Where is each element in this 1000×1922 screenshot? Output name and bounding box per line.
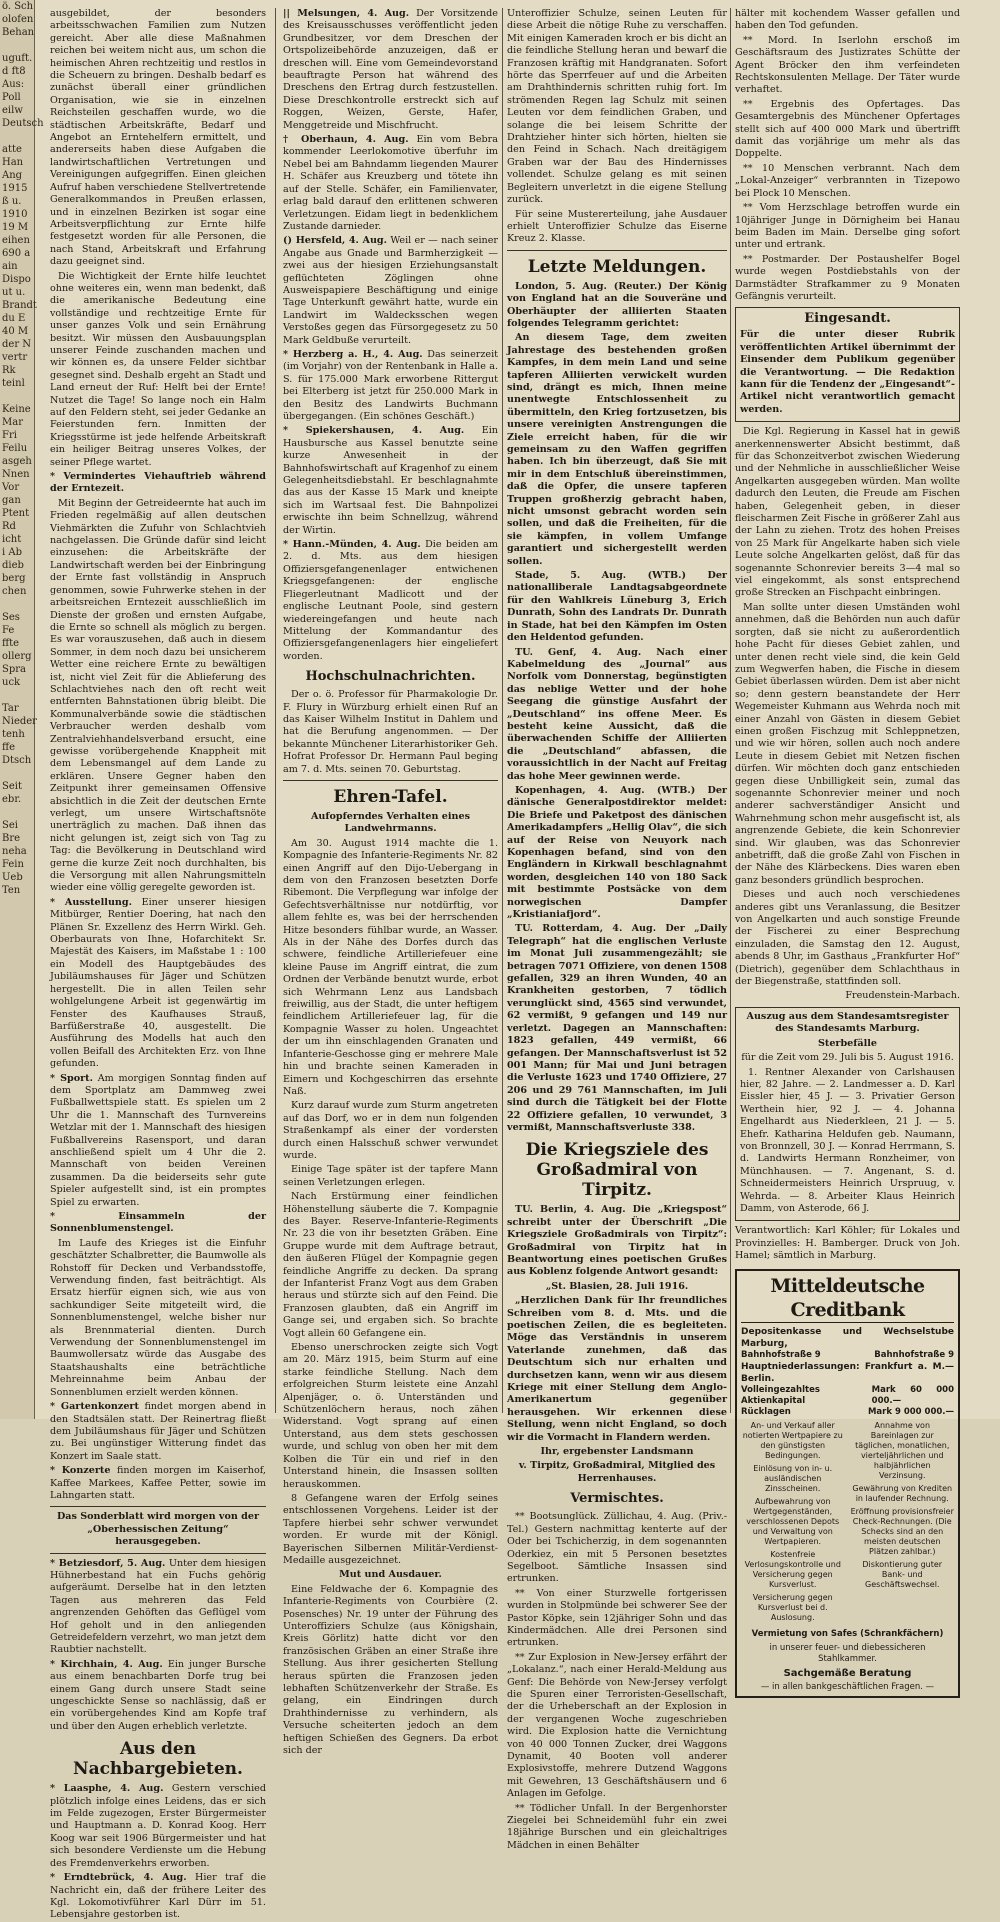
- strip-fragment: Spra: [2, 664, 26, 675]
- strip-fragment: teinl: [2, 378, 25, 389]
- bank-advertisement: [735, 1269, 960, 1698]
- strip-fragment: ffe: [2, 742, 16, 753]
- strip-fragment: Seit: [2, 781, 22, 792]
- eingesandt-box: [735, 307, 960, 422]
- strip-fragment: ollerg: [2, 651, 32, 662]
- column-1: [50, 8, 267, 1921]
- strip-fragment: Behan: [2, 27, 35, 38]
- strip-fragment: Han: [2, 157, 24, 168]
- article-text: Kopenhagen, 4. Aug. (WTB.) Der dänische Generalpostdirektor meldet: Die Briefe und Paketpost des dänischen Amerikadampfers „Hellig Olav“, die sich auf der Reise von Neuyork nach Kopenhagen befand, sind von den Engländern in Kirkwall beschlagnahmt worden, desgleichen 140 von 180 Sack mit bestimmte Postsäcke von dem norwegischen Dampfer „Kristianiafjord“.: [507, 784, 727, 921]
- strip-fragment: icht: [2, 534, 22, 545]
- section-heading: Aus den Nachbargebieten.: [73, 1739, 243, 1780]
- strip-fragment: uguft.: [2, 53, 33, 64]
- article-text: Ein vom Bebra kommender Leerlokomotive überfuhr im Nebel bei am Bahndamm liegenden Maurer H. Schäfer aus Kreuzberg und tötete ihn auf der Stelle. Schäfer, ein Familienvater, erlag bald darauf den erlittenen schweren Verletzungen. Eidam liegt in bedenklichem Zustande darnieder.: [283, 134, 498, 232]
- article-text: Für seine Mustererteilung, jahe Ausdauer erhielt Unteroffizier Schulze das Eiserne Kreuz 2. Klasse.: [507, 208, 727, 245]
- article-text: Im Laufe des Krieges ist die Einfuhr geschätzter Schalbretter, die Baumwolle als Rohstoff für Decken und Verbandsstoffe, Verwendung finden, fast beiträchtigt. Als Ersatz hierfür eignen sich, wie aus von sachkundiger Seite mitgeteilt wird, die Sonnenblumenstengel, welche bisher nur als Brennmaterial dienten. Durch Verwendung der Sonnenblumenstengel im Baumwollersatz würde das Ausgabe des Staatshaushalts eine beträchtliche Mehreinnahme beim Anbau der Sonnenblumen erzielt werden können.: [50, 1237, 266, 1398]
- article-text: Hier traf die Nachricht ein, daß der frühere Leiter des Kgl. Lokomotivführer Karl Dürr im 51. Lebensjahre gestorben ist.: [50, 1872, 267, 1921]
- article-heading: * Herzberg a. H., 4. Aug.: [283, 348, 423, 360]
- strip-fragment: i Ab: [2, 547, 22, 558]
- strip-fragment: Nieder: [2, 716, 37, 727]
- strip-fragment: Ang: [2, 170, 23, 181]
- article-text: Am morgigen Sonntag finden auf dem Sportplatz am Dammweg zwei Fußballwettspiele statt. Es spielen um 2 Uhr die 1. Mannschaft des Turnvereins Wetzlar mit der 1. Mannschaft des hiesigen Fußballvereins Rasensport, und daran anschließend spielt um 4 Uhr die 2. Mannschaft von beiden Vereinen zusammen. Da die beiderseits sehr gute Spieler aufgestellt sind, ist ein promptes Spiel zu erwarten.: [50, 1072, 266, 1208]
- strip-fragment: dieb: [2, 560, 24, 571]
- strip-fragment: Ten: [2, 885, 21, 896]
- strip-fragment: 40 M: [2, 326, 29, 337]
- article-text: Einer unserer hiesigen Mitbürger, Rentier Doering, hat nach den Plänen Sr. Exzellenz des Herrn Wirkl. Geh. Oberbaurats von Ihne, Hofarchitekt Sr. Majestät des Kaisers, im Maßstabe 1 : 100 ein Modell des Hauptgebäudes des Jubiläumshauses für Jäger und Schützen hergestellt. Die in allen Teilen sehr wohlgelungene Arbeit ist gegenwärtig im Fenster des Kaufhauses Strauß, Barfüßerstraße 40, ausgestellt. Die Ausführung des Modells hat auch den vollen Beifall des Architekten Erz. von Ihne gefunden.: [50, 896, 266, 1070]
- article-text: ** Tödlicher Unfall. In der Bergenhorster Ziegelei bei Schneidemühl fuhr ein zwei 18jährige Burschen und ein gleichaltriges Mädchen in einen Behälter: [507, 1802, 727, 1851]
- disclaimer: Für die unter dieser Rubrik veröffentlichten Artikel übernimmt der Einsender dem Publikum gegenüber die Verantwortung. — Die Redaktion kann für die Tendenz der „Eingesandt“-Artikel nicht verantwortlich gemacht werden.: [740, 329, 955, 415]
- strip-fragment: vertr: [2, 352, 28, 363]
- strip-fragment: Vor: [2, 482, 20, 493]
- strip-fragment: 1910: [2, 209, 28, 220]
- letter-dateline: „St. Blasien, 28. Juli 1916.: [545, 1280, 689, 1292]
- article-heading: () Hersfeld, 4. Aug.: [283, 235, 387, 247]
- section-heading: Vermischtes.: [570, 1491, 664, 1507]
- strip-fragment: Feilu: [2, 443, 28, 454]
- strip-fragment: der N: [2, 339, 32, 350]
- notice: Das Sonderblatt wird morgen von der „Oberhessischen Zeitung“ herausgegeben.: [56, 1511, 260, 1548]
- article-heading: * Einsammeln der Sonnenblumenstengel.: [50, 1211, 266, 1235]
- article-heading: * Hann.-Münden, 4. Aug.: [283, 539, 421, 551]
- letter-signature: v. Tirpitz, Großadmiral, Mitglied des Herrenhauses.: [518, 1460, 716, 1484]
- article-text: Am 30. August 1914 machte die 1. Kompagnie des Infanterie-Regiments Nr. 82 einen Angriff auf den Dijo-Uebergang in dem von den Franzosen besetzten Dorfe Ribemont. Die Verpflegung war infolge der Gefechtsverhältnisse nur notdürftig, vor allem fehlte es, was bei der herrschenden Hitze besonders fühlbar wurde, an Wasser. Als in der Nähe des Dorfes durch das schwere, feindliche Artilleriefeuer eine kleine Pause im Angriff eintrat, die zum Ordnen der Verbände benutzt wurde, erbot sich Wehrmann Lenz aus Landsbach freiwillig, aus der Stadt, die unter heftigem feindlichem Artilleriefeuer lag, für die Kompagnie Wasser zu holen. Ungeachtet der um ihn einschlagenden Granaten und Infanterie-Geschosse ging er mehrere Male hin und brachte seinen Kameraden in Eimern und Kochgeschirren das ersehnte Naß.: [283, 837, 498, 1097]
- article-heading: * Konzerte: [50, 1465, 111, 1477]
- strip-fragment: Ses: [2, 612, 20, 623]
- bank-title: Mitteldeutsche Creditbank: [741, 1274, 954, 1323]
- article-text: London, 5. Aug. (Reuter.) Der König von England hat an die Souveräne und Oberhäupter der alliierten Staaten folgendes Telegramm gerichtet:: [507, 280, 727, 329]
- strip-fragment: Deutsch: [2, 118, 44, 129]
- article-text: 8 Gefangene waren der Erfolg seines entschlossenen Vorgehens. Leider ist der Tapfere hierbei sehr schwer verwundet worden. Er wurde mit der Königl. Bayerischen Silbernen Militär-Verdienst-Medaille ausgezeichnet.: [283, 1492, 498, 1566]
- death-list: 1. Rentner Alexander von Carlshausen hier, 82 Jahre. — 2. Landmesser a. D. Karl Eissler hier, 45 J. — 3. Privatier Gerson Werthein hier, 92 J. — 4. Johanna Engelhardt aus Niederkleen, 21 J. — 5. Ehefr. Katharina Heldufen geb. Naumann, von Bronnzell, 30 J. — Konrad Herrmann, S. d. Landwirts Hermann Ronzheimer, von Münchhausen. — 7. Angenant, S. d. Schneidermeisters Heinrich Urspruug, v. Wehrda. — 8. Arbeiter Klaus Heinrich Damm, von Asterode, 66 J.: [740, 1066, 955, 1214]
- article-text: ** Mord. In Iserlohn erschoß im Geschäftsraum des Justizrates Schütte der Agent Bröcker den ihm verfeindeten Rechtskonsulenten Mellage. Der Täter wurde verhaftet.: [735, 34, 960, 96]
- article-text: Ebenso unerschrocken zeigte sich Vogt am 20. März 1915, beim Sturm auf eine starke feindliche Stellung. Nach dem erfolgreichen Sturm leistete eine Anzahl Alpenjäger, o. ö. Unterständen und Schützenlöchern heraus, noch zähen Widerstand. Vogt sprang auf einen Unterstand, aus dem stets geschossen wurde, und schlug von oben her mit dem Kolben die Tür ein und rief in den Unterstand hinein, die Insassen sollten herauskommen.: [283, 1342, 498, 1490]
- article-signature: Freudenstein-Marbach.: [845, 990, 960, 1002]
- article-text: finden morgen im Kaiserhof, Kaffee Markees, Kaffee Petter, sowie im Lahngarten statt.: [50, 1465, 266, 1501]
- strip-fragment: neha: [2, 846, 27, 857]
- strip-fragment: Ueb: [2, 872, 23, 883]
- strip-fragment: [0, 689, 34, 702]
- section-heading: Eingesandt.: [804, 311, 891, 327]
- rule: [50, 1553, 266, 1554]
- strip-fragment: 690 a: [2, 248, 31, 259]
- strip-fragment: atte: [2, 144, 22, 155]
- strip-fragment: [0, 390, 34, 403]
- article-text: Der o. ö. Professor für Pharmakologie Dr. F. Flury in Würzburg erhielt einen Ruf an das Kaiser Wilhelm Institut in Dahlem und hat die Berufung angenommen. — Der bekannte Münchener Literarhistoriker Geh. Hofrat Professor Dr. Hermann Paul beging am 7. d. Mts. seinen 70. Geburtstag.: [283, 689, 498, 775]
- section-heading: Hochschulnachrichten.: [305, 669, 476, 685]
- date-range: für die Zeit vom 29. Juli bis 5. August 1916.: [741, 1052, 954, 1064]
- strip-fragment: chen: [2, 586, 27, 597]
- article-text: ** Vom Herzschlage betroffen wurde ein 10jähriger Junge in Dörnigheim bei Hanau beim Baden im Main. Derselbe ging sofort unter und ertrank.: [735, 202, 960, 251]
- bank-advice-detail: — in allen bankgeschäftlichen Fragen. —: [760, 1681, 935, 1692]
- strip-fragment: tenh: [2, 729, 25, 740]
- bank-address: Bahnhofstraße 9: [874, 1349, 954, 1360]
- strip-fragment: asgeh: [2, 456, 32, 467]
- article-heading: Mut und Ausdauer.: [339, 1569, 442, 1581]
- article-text: TU. Rotterdam, 4. Aug. Der „Daily Telegraph“ hat die englischen Verluste im Monat Juli zusammengezählt; sie betragen 7071 Offiziere, von denen 1508 gefallen, 329 an ihren Wunden, 40 an Krankheiten gestorben, 7 tödlich verunglückt sind, 4565 sind verwundet, 62 vermißt, 9 gefangen und 149 nur verletzt. Dagegen an Mannschaften: 1823 gefallen, 449 vermißt, 66 gefangen. Der Mannschaftsverlust ist 52 001 Mann; für Mai und Juni betragen die Verluste 1623 und 1740 Offiziere, 27 206 und 29 761 Mannschaften, im Juli sind durch die Tätigkeit bei der Flotte 22 Offiziere gefallen, 10 verwundet, 3 vermißt, Mannschaftsverluste 338.: [507, 923, 727, 1133]
- article-text: Kurz darauf wurde zum Sturm angetreten auf das Dorf, wo er in dem nun folgenden Straßenkampf als einer der vordersten durch einen Halsschuß schwer verwundet wurde.: [283, 1100, 498, 1161]
- strip-fragment: 19 M: [2, 222, 29, 233]
- strip-fragment: Rd: [2, 521, 16, 532]
- strip-fragment: [0, 806, 34, 819]
- bank-safes-detail: in unserer feuer- und diebessicheren Stahlkammer.: [769, 1642, 926, 1664]
- article-heading: * Vermindertes Viehauftrieb während der Erntezeit.: [50, 471, 266, 495]
- article-heading: * Ausstellung.: [50, 896, 132, 908]
- rule: [507, 250, 727, 251]
- bank-advice: Sachgemäße Beratung: [783, 1667, 912, 1679]
- strip-fragment: Keine: [2, 404, 31, 415]
- strip-fragment: Ptent: [2, 508, 30, 519]
- article-text: Ein Hausbursche aus Kassel benutzte seine kurze Anwesenheit in der Bahnhofswirtschaft auf Kragenhof zu einem Gelegenheitsdiebstahl. Er beschlagnahmte das aus der Kasse 15 Mark und kneipte sich im Wartsaal fest. Die Bahnpolizei erwischte ihn beim Schnellzug, während der Wirtin.: [283, 425, 498, 536]
- bank-service-item: An- und Verkauf aller notierten Wertpapiere zu den günstigsten Bedingungen.: [742, 1420, 843, 1460]
- article-text: TU. Berlin, 4. Aug. Die „Kriegspost“ schreibt unter der Überschrift „Die Kriegsziele Großadmirals von Tirpitz“: Großadmiral von Tirpitz hat in Beantwortung eines poetischen Grußes aus Koblenz folgende Antwort gesandt:: [507, 1204, 727, 1278]
- article-text: Der Vorsitzende des Kreisausschusses veröffentlicht jeden Grundbesitzer, vor dem Dreschen der Ortspolizeibehörde anzuzeigen, daß er dreschen will. Eine vom Gemeindevorstand beauftragte Person hat während des Dreschens den Ertrag durch festzustellen. Diese Dreschkontrolle erstreckt sich auf Roggen, Weizen, Gerste, Hafer, Menggetreide und Mischfrucht.: [283, 8, 498, 131]
- bank-service-item: Kostenfreie Verlosungskontrolle und Versicherung gegen Kursverlust.: [744, 1549, 841, 1589]
- bank-branch: Depositenkasse und Wechselstube Marburg,: [741, 1326, 954, 1349]
- bank-service-item: Annahme von Bareinlagen zur täglichen, monatlichen, vierteljährlichen und halbjährlichen Verzinsung.: [855, 1420, 950, 1480]
- article-text: ** Von einer Sturzwelle fortgerissen wurden in Stolpmünde bei schwerer See der Pastor Köpke, sein 12jähriger Sohn und das Kindermädchen. Alle drei Personen sind ertrunken.: [507, 1587, 727, 1649]
- strip-fragment: eilw: [2, 105, 23, 116]
- article-heading: * Spiekershausen, 4. Aug.: [283, 425, 465, 437]
- column-3: [507, 8, 727, 1851]
- bank-service-item: Versicherung gegen Kursverlust bei d. Auslosung.: [752, 1592, 833, 1622]
- strip-fragment: Fein: [2, 859, 24, 870]
- subheading: Sterbefälle: [817, 1037, 878, 1049]
- article-text: ausgebildet, der besonders arbeitsschwachen Familien zum Nutzen gereicht. Aber alle diese Maßnahmen reichen bei weitem nicht aus, um schon die heimischen Ahren rechtzeitig und restlos in die Scheuern zu bringen. Deshalb bedarf es zunächst überall einer gründlichen Organisation, wie sie in einzelnen Reichsteilen geschaffen wurde, wo die städtischen Arbeitskräfte, Bedarf und Angebot an Erntehelfern ermittelt, und andererseits haben diese Aufgaben die landwirtschaftlichen Vertretungen und Vereinigungen aufgegriffen. Einen gleichen Aufruf haben verschiedene Stellvertretende Generalkommandos in Preußen erlassen, und in einzelnen Bezirken ist sogar eine Arbeitsverpflichtung zur Ernte hilfe festgesetzt worden für alle Personen, die nach Stand, Arbeitskraft und Erfahrung dazu geeignet sind.: [50, 8, 266, 268]
- bank-service-item: Einlösung von in- u. ausländischen Zinsscheinen.: [753, 1463, 833, 1493]
- strip-fragment: ffte: [2, 638, 20, 649]
- column-4: [735, 8, 960, 1692]
- capital-label: Volleingezahltes Aktienkapital: [741, 1384, 820, 1406]
- column-2: [283, 8, 498, 1757]
- column-divider: [502, 8, 503, 1413]
- article-text: Stade, 5. Aug. (WTB.) Der nationalliberale Landtagsabgeordnete für den Wahlkreis Lüneburg 3, Erich Dunrath, Sohn des Landrats Dr. Dunrath in Stade, hat bei den Kämpfen im Osten den Heldentod gefunden.: [507, 570, 727, 644]
- strip-fragment: ain: [2, 261, 18, 272]
- strip-fragment: ut u.: [2, 287, 26, 298]
- article-heading: Aufopferndes Verhalten eines Landwehrmanns.: [310, 810, 471, 835]
- article-heading: † Oberhaun, 4. Aug.: [283, 134, 409, 146]
- article-text: ** 10 Menschen verbrannt. Nach dem „Lokal-Anzeiger“ verbrannten in Tizepowo bei Plock 10 Menschen.: [735, 162, 960, 199]
- article-text: Ein junger Bursche aus einem benachbarten Dorfe trug bei einem Gang durch unsere Stadt seine ungeschickte Sense so nachlässig, daß er ein vorübergehendes Kind am Kopfe traf und über den Augen erheblich verletzte.: [50, 1658, 266, 1732]
- article-text: Weil er — nach seiner Angabe aus Gnade und Barmherzigkeit — zwei aus der hiesigen Erziehungsanstalt geflüchteten Zöglingen ohne Ausweispapiere Beschäftigung und einige Tage Unterkunft gewährt hatte, wurde ein Landwirt im Waldecksschen wegen Verstoßes gegen das Fürsorgegesetz zu 50 Mark Geldbuße verurteilt.: [283, 235, 498, 346]
- article-text: hälter mit kochendem Wasser gefallen und haben den Tod gefunden.: [735, 8, 960, 32]
- strip-fragment: olofen: [2, 14, 34, 25]
- rule: [50, 1506, 266, 1507]
- bank-service-item: Gewährung von Krediten in laufender Rechnung.: [852, 1483, 953, 1503]
- article-text: Dieses und auch noch verschiedenes anderes gibt uns Veranlassung, die Besitzer von Angelkarten und auch sonstige Freunde der Fischerei zu einer Besprechung einzuladen, die Samstag den 12. August, abends 8 Uhr, im Gasthaus „Frankfurter Hof“ (Dietrich), gegenüber dem Schlachthaus in der Biegenstraße, stattfinden soll.: [735, 889, 960, 988]
- article-text: Nach Erstürmung einer feindlichen Höhenstellung säuberte die 7. Kompagnie des Bayer. Reserve-Infanterie-Regiments Nr. 23 die von ihr besetzten Gräben. Eine Gruppe wurde mit dem Auftrage betraut, den äußeren Flügel der Kompagnie gegen feindliche Angriffe zu decken. Da sprang der Infanterist Franz Vogt aus dem Graben heraus und stürzte sich auf den Feind. Die Franzosen glaubten, daß ein Angriff im Gange sei, und ergaben sich. So brachte Vogt allein 60 Gefangene ein.: [283, 1191, 498, 1339]
- strip-fragment: Sei: [2, 820, 18, 831]
- article-heading: * Laasphe, 4. Aug.: [50, 1783, 164, 1795]
- column-divider: [730, 8, 731, 1413]
- strip-fragment: [0, 130, 34, 143]
- article-text: Unteroffizier Schulze, seinen Leuten für diese Arbeit die nötige Ruhe zu verschaffen. Mit einigen Kameraden kroch er bis dicht an die feindliche Stellung heran und bewarf die Franzosen kräftig mit Handgranaten. Sofort hörte das Sperrfeuer auf und die Arbeiten am Drahthindernis schritten ruhig fort. Im strömenden Regen lag Schulz mit seinen Leuten vor dem feindlichen Graben, und solange die bei leisem Schritte der Drahtzieher hinter sich hörten, hielten sie den Feind in Schach. Nach dreitägigem Graben war der Bau des Hindernisses vollendet. Schulze gelang es mit seinen Begleitern unverletzt in die eigene Stellung zurück.: [507, 8, 727, 206]
- article-text: ** Bootsunglück. Züllichau, 4. Aug. (Priv.-Tel.) Gestern nachmittag kenterte auf der Oder bei Tschicherzig, in dem sogenannten Oderkiez, ein mit 5 Personen besetztes Segelboot. Sämtliche Insassen sind ertrunken.: [507, 1511, 727, 1585]
- article-heading: * Sport.: [50, 1072, 93, 1084]
- article-text: Die Wichtigkeit der Ernte hilfe leuchtet ohne weiteres ein, wenn man bedenkt, daß die amerikanische Bedeutung eine vollständige und rechtzeitige Ernte für unser ganzes Volk und sein Ernährung besitzt. Wir müssen den Ausbauungsplan unserer Feinde zuschanden machen und wir können es, da unsere Felder sichtbar gesegnet sind. Deshalb ergeht an Stadt und Land erneut der Ruf: Helft bei der Ernte! Nutzet die Tage! So lange noch ein Halm auf den Feldern steht, sei jeder Gedanke an Feierstunden fern. Inmitten der Kriegsstürme ist jede helfende Arbeitskraft ein heiliger Beitrag unseres Volkes, der seiner Pflege wartet.: [50, 270, 266, 468]
- article-text: TU. Genf, 4. Aug. Nach einer Kabelmeldung des „Journal“ aus Norfolk vom Donnerstag, begünstigten das neblige Wetter und der hohe Seegang die günstige Ausfahrt der „Deutschland“ ins offene Meer. Es besteht keine Aussicht, daß die überwachenden Schiffe der Alliierten die „Deutschland“ abfassen, die voraussichtlich in der Nacht auf Freitag das hohe Meer gewinnen werde.: [507, 646, 727, 782]
- article-text: findet morgen abend in den Stadtsälen statt. Der Reinertrag fließt dem Jubiläumshaus für Jäger und Schützen zu. Bei ungünstiger Witterung findet das Konzert im Saale statt.: [50, 1401, 266, 1462]
- article-heading: * Kirchhain, 4. Aug.: [50, 1658, 163, 1670]
- article-text: Unter dem hiesigen Hühnerbestand hat ein Fuchs gehörig aufgeräumt. Derselbe hat in den letzten Tagen aus mehreren das Feld angrenzenden Gehöften das Geflügel vom Hof geholt und in den anliegenden Getreidefeldern verzehrt, wo man jetzt dem Raubtier nachstellt.: [50, 1557, 266, 1656]
- strip-fragment: Rk: [2, 365, 16, 376]
- strip-fragment: ebr.: [2, 794, 22, 805]
- bank-services-left: [741, 1421, 845, 1626]
- bank-service-item: Eröffnung provisionsfreier Check-Rechnungen. (Die Schecks sind an den meisten deutschen Plätzen zahlbar.): [850, 1506, 954, 1556]
- strip-fragment: Dtsch: [2, 755, 32, 766]
- strip-fragment: Nnen: [2, 469, 30, 480]
- bank-service-item: Aufbewahrung von Wertgegenständen, verschlossenen Depots und Verwaltung von Wertpapieren.: [746, 1496, 840, 1546]
- article-text: Man sollte unter diesen Umständen wohl annehmen, daß die Behörden nun auch dafür sorgten, daß sie nicht zu außerordentlich hohe Pacht für dieses Gebiet zahlen, und unter denen recht viele sind, die kein Geld zum Wegwerfen haben, die Fische in diesem Gebiet überlassen würden. Dem ist aber nicht so; denn gestern beanstandete der Herr Wegemeister Kuhmann aus Wehrda noch mit einer Anzahl von Gästen in diesem Gebiet einen großen Fischzug mit Schleppnetzen, und wie wir hören, sollen auch noch andere Leute in diesem Gebiet mit Netzen fischen dürfen. Wir möchten doch ganz entschieden gegen diese Unbilligkeit sein, zumal das sogenannte Schonrevier meiner und noch anderer sachverständiger Ansicht und Wahrnehmung schon mehr ausgefischt ist, als angrenzende Gebiete, die kein Schonrevier sind. Wir glauben, was das Schonrevier anbetrifft, daß die große Zahl von Fischen in der Nähe des Klärbeckens. Dies waren eben ganz besonders gründlich besprochen.: [735, 601, 960, 886]
- capital-value: Mark 60 000 000.—: [871, 1384, 954, 1406]
- strip-fragment: du E: [2, 313, 26, 324]
- bank-safes: Vermietung von Safes (Schrankfächern): [751, 1628, 944, 1639]
- article-text: Das seinerzeit (im Vorjahr) von der Rentenbank in Halle a. S. für 175.000 Mark erworbene Rittergut bei Elterberg ist jetzt für 250.000 Mark in den Besitz des Landwirts Buchmann übergegangen. (Ein schönes Geschäft.): [283, 348, 498, 422]
- strip-fragment: Dispo: [2, 274, 31, 285]
- strip-fragment: gan: [2, 495, 21, 506]
- standesamt-box: [735, 1007, 960, 1222]
- strip-fragment: Fri: [2, 430, 17, 441]
- strip-fragment: Bre: [2, 833, 21, 844]
- adjacent-page-strip: [0, 0, 44, 1419]
- article-text: ** Ergebnis des Opfertages. Das Gesamtergebnis des Münchener Opfertages stellt sich auf 400 000 Mark und übertrifft damit das vorjährige um mehr als das Doppelte.: [735, 98, 960, 160]
- bank-service-item: Diskontierung guter Bank- und Geschäftswechsel.: [862, 1559, 943, 1589]
- article-text: „Herzlichen Dank für Ihr freundliches Schreiben vom 8. d. Mts. und die poetischen Zeilen, die es begleiteten. Möge das Verständnis in unserem Vaterlande zunehmen, daß das Deutschtum sich nur erhalten und durchsetzen kann, wenn wir aus diesem Kriege mit einer Stellung dem Anglo-Amerikanertum gegenüber herausgehen. Wir erkennen diese Stellung, wenn nicht England, so doch wir die Vormacht in Flandern werden.: [507, 1295, 727, 1443]
- article-heading: * Gartenkonzert: [50, 1401, 139, 1413]
- strip-fragment: Aus:: [2, 79, 25, 90]
- article-text: Einige Tage später ist der tapfere Mann seinen Verletzungen erlegen.: [283, 1164, 498, 1188]
- imprint: Verantwortlich: Karl Köhler; für Lokales und Provinzielles: H. Bamberger. Druck von Joh. Hamel; sämtlich in Marburg.: [735, 1225, 960, 1262]
- bank-address: Bahnhofstraße 9: [741, 1349, 821, 1360]
- rule: [283, 780, 498, 781]
- article-text: Mit Beginn der Getreideernte hat auch im Frieden regelmäßig auf allen deutschen Viehmärkten die Zufuhr von Schlachtvieh nachgelassen. Die Gründe dafür sind leicht einzusehen: die Arbeitskräfte der Landwirtschaft werden bei der Einbringung der Ernte fast vollständig in Anspruch genommen, sowie Fuhrwerke stehen in der arbeitsreichen Erntezeit ausschließlich im Dienste der großen und ernsten Aufgabe, die Ernte so schnell als möglich zu bergen. Es war vorauszusehen, daß auch in diesem Sommer, in dem noch dazu bei unsicherem Wetter eine reichere Ernte zu bewältigen ist, nicht viel Zeit für die Ablieferung des Schlachtviehes nach den oft recht weit entfernten Bahnstationen übrig bleibt. Die Kommunalverbände sowie die städtischen Verbraucher werden deshalb vom Zentralviehhandelsverband ersucht, eine gewisse vorübergehende Knappheit mit dem Lebensmangel auf dem Lande zu erklären. Unsere Gegner haben den Zeitpunkt ihrer gemeinsamen Offensive absichtlich in die Zeit der deutschen Ernte verlegt, um unsere Wirtschaftsnöte unerträglich zu machen. Daß ihnen das nicht gelungen ist, zeigt sich von Tag zu Tag: die Bevölkerung in Deutschland wird gerne die kurze Zeit noch durchhalten, bis die Versorgung mit allen Nahrungsmitteln wieder eine völlig geregelte geworden ist.: [50, 497, 266, 894]
- section-heading: Letzte Meldungen.: [527, 256, 707, 277]
- strip-fragment: d ft8: [2, 66, 26, 77]
- column-divider: [275, 8, 276, 1413]
- section-heading: Auszug aus dem Standesamtsregister des Standesamts Marburg.: [746, 1010, 949, 1035]
- section-heading: Die Kriegsziele des Großadmiral von Tirpitz.: [525, 1140, 709, 1201]
- article-text: ** Zur Explosion in New-Jersey erfährt der „Lokalanz.“, nach einer Herald-Meldung aus Genf: Die Behörde von New-Jersey verfolgt die Spuren einer Terroristen-Gesellschaft, der die Urheberschaft an der Explosion in der vergangenen Woche zugeschrieben wird. Die Explosion hatte die Vernichtung von 40 000 Tonnen Zucker, drei Waggons Dynamit, 40 Booten voll anderer Explosivstoffe, mehrere Dutzend Waggons mit Gewehren, 13 Geschäftshäusern und 6 Anlagen im Gefolge.: [507, 1651, 727, 1800]
- article-heading: * Erndtebrück, 4. Aug.: [50, 1872, 187, 1884]
- strip-fragment: [0, 767, 34, 780]
- bank-headquarters: Hauptniederlassungen: Frankfurt a. M.—Berlin.: [741, 1361, 954, 1384]
- article-text: Eine Feldwache der 6. Kompagnie des Infanterie-Regiments von Courbière (2. Posensches) Nr. 19 unter der Führung des Unteroffiziers Schulze (aus Königshain, Kreis Görlitz) hatte dicht vor den französischen Gräben an einer Straße ihre Stellung. Aus ihrer gesicherten Stellung heraus spürten die Franzosen jeden lebhaften Schützenverkehr der Straße. Es gelang, ein Eindringen durch Drahthindernisse zu verhindern, als Versuche scheiterten jedoch an dem heftigen Schießen des Gegners. Da erbot sich der: [283, 1583, 498, 1757]
- strip-fragment: uck: [2, 677, 21, 688]
- article-heading: * Betziesdorf, 5. Aug.: [50, 1557, 166, 1569]
- strip-fragment: Brandt: [2, 300, 37, 311]
- strip-fragment: ß u.: [2, 196, 22, 207]
- article-heading: || Melsungen, 4. Aug.: [283, 8, 410, 19]
- strip-fragment: Mar: [2, 417, 23, 428]
- bank-services-right: [851, 1421, 955, 1626]
- letter-closing: Ihr, ergebenster Landsmann: [540, 1446, 694, 1458]
- article-text: Die beiden am 2. d. Mts. aus dem hiesigen Offiziersgefangenenlager entwichenen Kriegsgefangenen: der englische Fliegerleutnant Madlicott und der englische Leutnant Poole, sind gestern wiedereingefangen und heute nach Mittelung der Kommandantur des Offiziersgefangenenlagers hier eingeliefert worden.: [283, 539, 498, 662]
- strip-fragment: Fe: [2, 625, 15, 636]
- strip-fragment: Tar: [2, 703, 19, 714]
- section-heading: Ehren-Tafel.: [333, 786, 448, 807]
- strip-fragment: Poll: [2, 92, 21, 103]
- strip-fragment: eihen: [2, 235, 30, 246]
- article-text: Die Kgl. Regierung in Kassel hat in gewiß anerkennenswerter Absicht bestimmt, daß für das Schonzeitverbot zwischen Wiederung und der Nehmliche in ausschließlicher Weise Angelkarten ausgegeben würden. Man wollte dadurch den Leuten, die Freude am Fischen haben, Gelegenheit geben, in dieser fleischarmen Zeit Fische in größerer Zahl aus der Lahn zu ziehen. Trotz des hohen Preises von 25 Mark für Angelkarte haben sich viele Leute solche Angelkarten gelöst, daß für das sogenannte Schonrevier bereits 3—4 mal so viel eingekommt, als sonst entsprechend große Strecken an Fischpacht einbringen.: [735, 426, 960, 599]
- reserve-value: Mark 9 000 000.—: [867, 1406, 954, 1417]
- strip-fragment: [0, 598, 34, 611]
- reserve-label: Rücklagen: [741, 1406, 791, 1417]
- strip-fragment: 1915: [2, 183, 28, 194]
- strip-fragment: ö. Sch: [2, 1, 34, 12]
- strip-fragment: berg: [2, 573, 26, 584]
- article-text: Gestern verschied plötzlich infolge eines Leidens, das er sich im Felde zugezogen, Erster Bürgermeister und Hauptmann a. D. Konrad Koog. Herr Koog war seit 1906 Bürgermeister und hat sich besondere Verdienste um die Hebung des Fremdenverkehrs erworben.: [50, 1783, 266, 1869]
- article-text: An diesem Tage, dem zweiten Jahrestage des bestehenden großen Kampfes, in dem mein Land und seine tapferen Alliierten verwickelt wurden sind, drängt es mich, Ihnen meine unentwegte Entschlossenheit zu übermitteln, den Krieg fortzusetzen, bis unsere vereinigten Anstrengungen die Ziele erreicht haben, für die wir gemeinsam zu den Waffen gegriffen haben. Ich bin überzeugt, daß Sie mit mir in dem Entschluß übereinstimmen, daß die Opfer, die unsere tapferen Truppen großherzig gebracht haben, nicht umsonst gebracht worden sein sollen, und daß die Freiheiten, für die sie kämpfen, in vollem Umfange garantiert und sichergestellt werden sollen.: [507, 332, 727, 567]
- strip-fragment: [0, 39, 34, 52]
- article-text: ** Postmarder. Der Postaushelfer Bogel wurde wegen Postdiebstahls von der Darmstädter Strafkammer zu 9 Monaten Gefängnis verurteilt.: [735, 253, 960, 302]
